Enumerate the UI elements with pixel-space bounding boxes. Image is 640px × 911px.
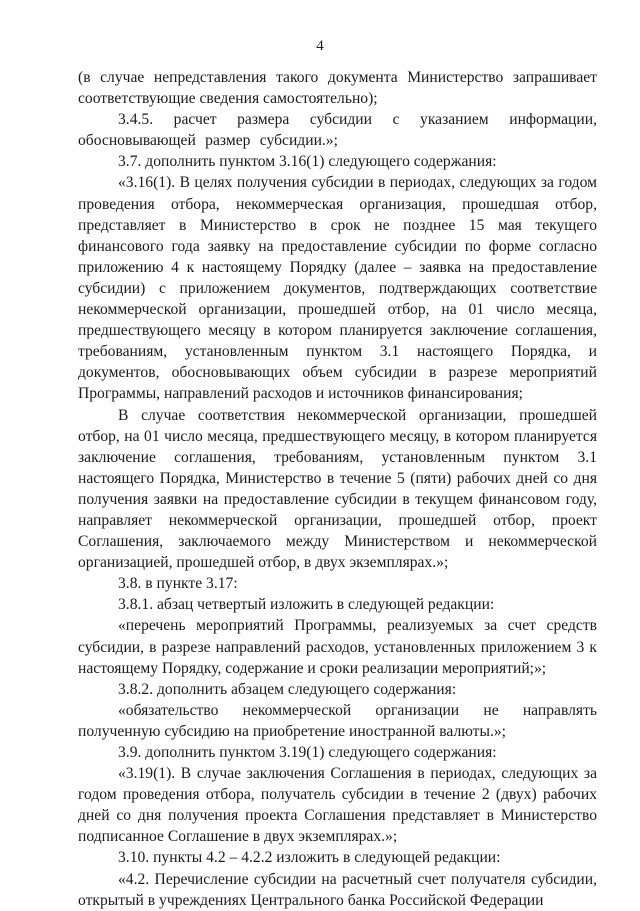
paragraph: «перечень мероприятий Программы, реализуемых за счет средств субсидии, в разрезе направлений расходов, установленных приложением 3 к настоящему Порядку, содержание и сроки реализации мероприятий;»; (78, 617, 597, 677)
paragraph: «3.19(1). В случае заключения Соглашения в периодах, следующих за годом проведения отбора, получатель субсидии в течение 2 (двух) рабочих дней со дня получения проекта Соглашения представляет в Министерство подписанное Соглашение в двух экземплярах.»; (78, 765, 597, 846)
paragraph: 3.10. пункты 4.2 – 4.2.2 изложить в следующей редакции: (118, 849, 501, 867)
paragraph: 3.8.1. абзац четвертый изложить в следующей редакции: (118, 596, 495, 614)
paragraph: 3.8. в пункте 3.17: (118, 575, 238, 593)
paragraph: 3.4.5. расчет размера субсидии с указанием информации, обосновывающей размер субсидии.»; (78, 111, 597, 150)
paragraph: 3.8.2. дополнить абзацем следующего содержания: (118, 680, 457, 698)
paragraph: 3.9. дополнить пунктом 3.19(1) следующего содержания: (118, 744, 497, 761)
document-body (78, 67, 597, 911)
paragraph: 3.7. дополнить пунктом 3.16(1) следующего содержания: (118, 153, 497, 171)
paragraph: В случае соответствия некоммерческой организации, прошедшей отбор, на 01 число месяца, предшествующего месяцу, в котором планируется заключение соглашения, требованиям, установленным пунктом 3.1 настоящего Порядка, Министерство в течение 5 (пяти) рабочих дней со дня получения заявки на предоставление субсидии в текущем финансовом году, направляет некоммерческой организации, прошедшей отбор, проект Соглашения, заключаемого между Министерством и некоммерческой организацией, прошедшей отбор, в двух экземплярах.»; (78, 406, 597, 572)
page-number: 4 (316, 38, 324, 54)
paragraph: «3.16(1). В целях получения субсидии в периодах, следующих за годом проведения отбора, некоммерческая организация, прошедшая отбор, представляет в Министерство в срок не позднее 15 мая текущего финансового года заявку на предоставление субсидии по форме согласно приложению 4 к настоящему Порядку (далее – заявка на предоставление субсидии) с приложением документов, подтверждающих соответствие некоммерческой организации, прошедшей отбор, на 01 число месяца, предшествующего месяцу в котором планируется заключение соглашения, требованиям, установленным пунктом 3.1 настоящего Порядка, и документов, обосновывающих объем субсидии в разрезе мероприятий Программы, направлений расходов и источников финансирования; (78, 174, 597, 403)
paragraph: «4.2. Перечисление субсидии на расчетный счет получателя субсидии, открытый в учреждениях Центрального банка Российской Федерации (78, 870, 597, 909)
paragraph: (в случае непредставления такого документа Министерство запрашивает соответствующие сведения самостоятельно); (78, 69, 597, 108)
paragraph: «обязательство некоммерческой организации не направлять полученную субсидию на приобретение иностранной валюты.»; (78, 701, 597, 740)
